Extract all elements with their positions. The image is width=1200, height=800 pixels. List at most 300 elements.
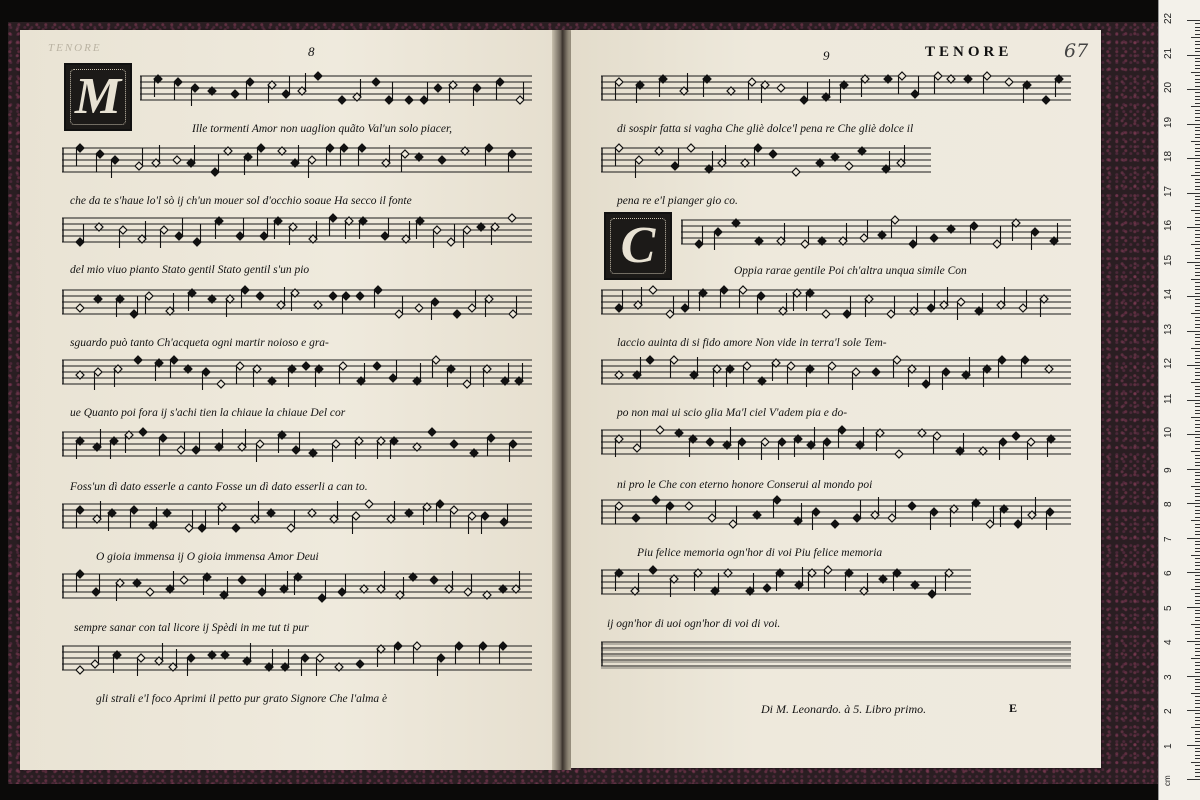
note-head <box>438 156 446 164</box>
note-head <box>670 356 678 378</box>
ruler-number: 12 <box>1163 357 1174 369</box>
ruler-tick <box>1195 327 1200 328</box>
note-head <box>508 214 516 222</box>
decorated-initial: M <box>64 63 132 131</box>
ruler-tick <box>1195 776 1200 777</box>
ruler-tick <box>1187 434 1200 435</box>
ruler-tick <box>1191 175 1200 176</box>
ruler-tick <box>1195 496 1200 497</box>
note-head <box>831 520 839 528</box>
lyric-line: Piu felice memoria ogn'hor di voi Piu felice memoria <box>637 547 883 559</box>
ruler-tick <box>1195 344 1200 345</box>
note-head <box>430 576 438 584</box>
note-head <box>338 96 346 104</box>
ruler-number: 22 <box>1163 12 1174 24</box>
note-head <box>824 566 832 588</box>
note-head <box>401 150 409 172</box>
note-head <box>232 524 240 532</box>
ruler-number: 15 <box>1163 254 1174 266</box>
ruler-tick <box>1195 755 1200 756</box>
ruler-tick <box>1187 296 1200 297</box>
ruler-tick <box>1195 769 1200 770</box>
ruler-tick <box>1195 127 1200 128</box>
note-head <box>632 514 640 522</box>
ruler-tick <box>1195 320 1200 321</box>
lyric-line: ij ogn'hor di uoi ogn'hor di voi di voi. <box>607 618 781 630</box>
ruler-tick <box>1195 638 1200 639</box>
note-head <box>838 426 846 448</box>
ruler-unit: cm <box>1163 775 1172 786</box>
signature-mark: E <box>1009 701 1018 715</box>
note-head <box>316 654 324 676</box>
ruler-tick <box>1191 279 1200 280</box>
note-head <box>687 144 695 152</box>
note-head <box>891 216 899 238</box>
note-head <box>191 84 199 106</box>
ruler-tick <box>1195 289 1200 290</box>
note-head <box>942 368 950 390</box>
note-head <box>1005 78 1013 86</box>
note-head <box>130 296 138 318</box>
note-head <box>372 78 380 86</box>
note-head <box>301 654 309 676</box>
ruler-tick <box>1195 172 1200 173</box>
ruler-tick <box>1191 451 1200 452</box>
music-staff <box>62 280 532 334</box>
ruler-tick <box>1195 51 1200 52</box>
ruler-tick <box>1195 293 1200 294</box>
ruler-tick <box>1195 23 1200 24</box>
note-head <box>761 438 769 460</box>
note-head <box>308 156 316 178</box>
note-head <box>187 654 195 676</box>
note-head <box>666 502 674 524</box>
ruler-tick <box>1191 382 1200 383</box>
ruler-tick <box>1195 134 1200 135</box>
ruler-number: 8 <box>1163 501 1174 507</box>
ruler-tick <box>1195 465 1200 466</box>
note-head <box>729 506 737 528</box>
ruler-tick <box>1195 189 1200 190</box>
note-head <box>119 226 127 248</box>
music-staff <box>62 422 532 476</box>
note-head <box>358 144 366 166</box>
ruler-tick <box>1195 717 1200 718</box>
ruler-tick <box>1187 193 1200 194</box>
ruler-tick <box>1195 424 1200 425</box>
ruler-tick <box>1187 503 1200 504</box>
ruler-tick <box>1191 693 1200 694</box>
note-head <box>464 574 472 596</box>
note-head <box>241 286 249 308</box>
ruler-tick <box>1191 727 1200 728</box>
music-staff <box>601 490 1071 544</box>
ruler-tick <box>1195 479 1200 480</box>
note-head <box>895 450 903 458</box>
ruler-tick <box>1195 410 1200 411</box>
attribution-footer: Di M. Leonardo. à 5. Libro primo. <box>761 702 927 716</box>
note-head <box>342 292 350 314</box>
ruler-tick <box>1195 651 1200 652</box>
note-head <box>769 150 777 158</box>
ruler-tick <box>1195 531 1200 532</box>
music-staff <box>681 210 1071 264</box>
ruler-tick <box>1195 58 1200 59</box>
ruler-tick <box>1195 493 1200 494</box>
ruler-number: 7 <box>1163 535 1174 542</box>
note-head <box>828 362 836 384</box>
ruler-tick <box>1195 427 1200 428</box>
ruler-tick <box>1195 179 1200 180</box>
note-head <box>499 642 507 664</box>
bleed-through-text: TENORE <box>48 42 102 54</box>
ruler-tick <box>1195 541 1200 542</box>
note-head <box>706 438 714 446</box>
ruler-tick <box>1195 148 1200 149</box>
ruler-tick <box>1195 151 1200 152</box>
note-head <box>111 156 119 178</box>
ruler-tick <box>1191 37 1200 38</box>
ruler-number: 18 <box>1163 150 1174 162</box>
ruler-tick <box>1195 82 1200 83</box>
ruler-tick <box>1195 61 1200 62</box>
ruler-tick <box>1195 44 1200 45</box>
note-head <box>139 428 147 436</box>
ruler-tick <box>1191 658 1200 659</box>
ruler-tick <box>1195 682 1200 683</box>
ruler-tick <box>1195 772 1200 773</box>
ruler-tick <box>1195 724 1200 725</box>
note-head <box>238 576 246 584</box>
page-number: 8 <box>308 44 315 59</box>
right-page <box>571 30 1101 768</box>
note-head <box>468 512 476 534</box>
ruler-tick <box>1195 696 1200 697</box>
ruler-tick <box>1187 676 1200 677</box>
ruler-tick <box>1187 641 1200 642</box>
note-head <box>395 296 403 318</box>
ruler-tick <box>1191 106 1200 107</box>
note-head <box>671 148 679 170</box>
note-head <box>473 84 481 106</box>
ruler-tick <box>1195 368 1200 369</box>
ruler-tick <box>1195 565 1200 566</box>
note-head <box>175 218 183 240</box>
note-head <box>930 508 938 530</box>
note-head <box>314 72 322 80</box>
note-head <box>356 292 364 300</box>
note-head <box>893 356 901 378</box>
note-head <box>134 356 142 364</box>
note-head <box>436 500 444 522</box>
ruler-tick <box>1187 400 1200 401</box>
note-head <box>898 72 906 94</box>
note-head <box>743 362 751 384</box>
ruler-tick <box>1195 558 1200 559</box>
ruler-tick <box>1195 230 1200 231</box>
ruler-tick <box>1191 210 1200 211</box>
ruler-tick <box>1195 75 1200 76</box>
note-head <box>92 574 100 596</box>
note-head <box>615 502 623 524</box>
note-head <box>649 286 657 294</box>
note-head <box>500 504 508 526</box>
note-head <box>437 654 445 676</box>
note-head <box>374 286 382 308</box>
note-head <box>763 584 771 592</box>
ruler-tick <box>1195 596 1200 597</box>
ruler-tick <box>1195 272 1200 273</box>
note-head <box>496 78 504 100</box>
decorated-initial: C <box>604 212 672 280</box>
music-staff <box>601 66 1071 120</box>
ruler-tick <box>1195 458 1200 459</box>
ruler-tick <box>1195 703 1200 704</box>
ruler-tick <box>1195 665 1200 666</box>
lyric-line: ue Quanto poi fora ij s'achi tien la chiaue la chiaue Del cor <box>70 407 346 419</box>
note-head <box>385 82 393 104</box>
ruler-tick <box>1195 707 1200 708</box>
lyric-line: O gioia immensa ij O gioia immensa Amor Deui <box>96 551 319 563</box>
ruler-tick <box>1195 251 1200 252</box>
music-staff <box>62 494 532 548</box>
ruler-tick <box>1195 306 1200 307</box>
note-head <box>76 666 84 674</box>
lyric-line: laccio auinta di si fido amore Non vide in terra'l sole Tem- <box>617 337 887 349</box>
ruler-tick <box>1191 762 1200 763</box>
note-head <box>381 218 389 240</box>
ruler-tick <box>1195 669 1200 670</box>
ruler-tick <box>1195 738 1200 739</box>
note-head <box>666 296 674 318</box>
ruler-tick <box>1195 748 1200 749</box>
lyric-line: pena re e'l pianger gio co. <box>617 195 738 207</box>
note-head <box>450 506 458 528</box>
ruler-tick <box>1195 441 1200 442</box>
ruler-tick <box>1195 92 1200 93</box>
empty-music-staff <box>601 634 1071 674</box>
measurement-ruler <box>1158 0 1200 800</box>
ruler-tick <box>1187 538 1200 539</box>
note-head <box>135 148 143 170</box>
note-head <box>934 72 942 94</box>
ruler-tick <box>1195 617 1200 618</box>
note-head <box>1019 290 1027 312</box>
music-staff <box>62 138 532 192</box>
note-head <box>508 150 516 172</box>
ruler-tick <box>1195 65 1200 66</box>
note-head <box>91 646 99 668</box>
ruler-tick <box>1195 500 1200 501</box>
page-number: 9 <box>823 48 830 63</box>
ruler-tick <box>1195 510 1200 511</box>
ruler-tick <box>1195 220 1200 221</box>
ruler-tick <box>1195 579 1200 580</box>
note-head <box>649 566 657 574</box>
note-head <box>714 228 722 250</box>
ruler-tick <box>1187 262 1200 263</box>
note-head <box>720 286 728 308</box>
music-staff <box>601 560 971 614</box>
ruler-tick <box>1195 237 1200 238</box>
note-head <box>933 432 941 454</box>
note-head <box>455 642 463 664</box>
ruler-tick <box>1195 203 1200 204</box>
ruler-tick <box>1195 282 1200 283</box>
ruler-number: 17 <box>1163 185 1174 197</box>
note-head <box>332 440 340 462</box>
ruler-number: 9 <box>1163 466 1174 473</box>
note-head <box>432 356 440 378</box>
note-head <box>646 356 654 364</box>
ruler-tick <box>1195 186 1200 187</box>
note-head <box>96 150 104 172</box>
ruler-tick <box>1195 586 1200 587</box>
note-head <box>338 574 346 596</box>
ruler-number: 21 <box>1163 47 1174 59</box>
note-head <box>373 362 381 370</box>
ruler-tick <box>1195 700 1200 701</box>
note-head <box>405 96 413 104</box>
ruler-tick <box>1195 403 1200 404</box>
ruler-tick <box>1195 562 1200 563</box>
ruler-tick <box>1195 720 1200 721</box>
note-head <box>681 290 689 312</box>
left-page <box>20 30 552 770</box>
note-head <box>170 356 178 378</box>
ruler-tick <box>1191 589 1200 590</box>
note-head <box>447 224 455 246</box>
note-head <box>615 290 623 312</box>
ruler-tick <box>1195 524 1200 525</box>
ruler-tick <box>1195 610 1200 611</box>
ruler-tick <box>1195 286 1200 287</box>
ruler-tick <box>1195 375 1200 376</box>
note-head <box>453 310 461 318</box>
note-head <box>1027 438 1035 460</box>
ruler-tick <box>1195 241 1200 242</box>
note-head <box>792 168 800 176</box>
ruler-tick <box>1195 765 1200 766</box>
note-head <box>468 290 476 312</box>
note-head <box>787 362 795 384</box>
ruler-tick <box>1195 130 1200 131</box>
note-head <box>853 500 861 522</box>
ruler-tick <box>1195 79 1200 80</box>
note-head <box>433 226 441 248</box>
note-head <box>773 496 781 518</box>
note-head <box>800 82 808 104</box>
note-head <box>329 292 337 300</box>
ruler-tick <box>1195 155 1200 156</box>
ruler-tick <box>1195 420 1200 421</box>
lyric-line: po non mai ui scio glia Ma'l ciel V'adem pia e do- <box>617 407 848 419</box>
ruler-tick <box>1195 686 1200 687</box>
ruler-tick <box>1195 406 1200 407</box>
note-head <box>738 438 746 460</box>
note-head <box>231 90 239 98</box>
ruler-tick <box>1195 741 1200 742</box>
note-head <box>257 144 265 166</box>
ruler-number: 13 <box>1163 323 1174 335</box>
lyric-line: del mio viuo pianto Stato gentil Stato gentil s'un pio <box>70 264 310 276</box>
note-head <box>754 144 762 166</box>
note-head <box>217 380 225 388</box>
ruler-tick <box>1195 600 1200 601</box>
note-head <box>256 440 264 462</box>
ruler-tick <box>1195 662 1200 663</box>
ruler-tick <box>1195 517 1200 518</box>
ruler-tick <box>1195 455 1200 456</box>
note-head <box>177 432 185 454</box>
note-head <box>256 292 264 300</box>
note-head <box>340 144 348 166</box>
note-head <box>211 154 219 176</box>
note-head <box>852 368 860 390</box>
note-head <box>246 78 254 100</box>
note-head <box>757 292 765 314</box>
ruler-tick <box>1195 644 1200 645</box>
ruler-tick <box>1195 362 1200 363</box>
ruler-tick <box>1187 227 1200 228</box>
lyric-line: gli strali e'l foco Aprimi il petto pur grato Signore Che l'alma è <box>96 693 388 705</box>
ruler-tick <box>1195 248 1200 249</box>
ruler-number: 10 <box>1163 426 1174 438</box>
ruler-number: 6 <box>1163 570 1174 576</box>
ruler-tick <box>1195 317 1200 318</box>
note-head <box>509 296 517 318</box>
ruler-tick <box>1191 348 1200 349</box>
ruler-tick <box>1195 265 1200 266</box>
note-head <box>908 502 916 510</box>
note-head <box>998 356 1006 378</box>
ruler-tick <box>1195 631 1200 632</box>
note-head <box>137 654 145 676</box>
ruler-tick <box>1195 34 1200 35</box>
note-head <box>145 292 153 314</box>
ruler-tick <box>1191 555 1200 556</box>
ruler-tick <box>1195 310 1200 311</box>
note-head <box>76 304 84 312</box>
note-head <box>159 434 167 456</box>
ruler-tick <box>1195 324 1200 325</box>
ruler-tick <box>1195 199 1200 200</box>
ruler-tick <box>1195 758 1200 759</box>
ruler-tick <box>1195 620 1200 621</box>
ruler-tick <box>1195 68 1200 69</box>
ruler-tick <box>1191 244 1200 245</box>
ruler-tick <box>1191 486 1200 487</box>
note-head <box>1021 356 1029 378</box>
note-head <box>180 576 188 584</box>
note-head <box>812 508 820 530</box>
ruler-tick <box>1191 141 1200 142</box>
ruler-tick <box>1195 275 1200 276</box>
ruler-tick <box>1195 482 1200 483</box>
ruler-tick <box>1195 255 1200 256</box>
voice-part-heading: TENORE <box>925 44 1013 60</box>
ruler-tick <box>1195 110 1200 111</box>
note-head <box>236 218 244 240</box>
note-head <box>463 366 471 388</box>
ruler-tick <box>1195 627 1200 628</box>
ruler-tick <box>1195 527 1200 528</box>
ruler-number: 2 <box>1163 708 1174 714</box>
ruler-tick <box>1195 341 1200 342</box>
ruler-tick <box>1195 444 1200 445</box>
ruler-tick <box>1187 20 1200 21</box>
ruler-tick <box>1195 513 1200 514</box>
